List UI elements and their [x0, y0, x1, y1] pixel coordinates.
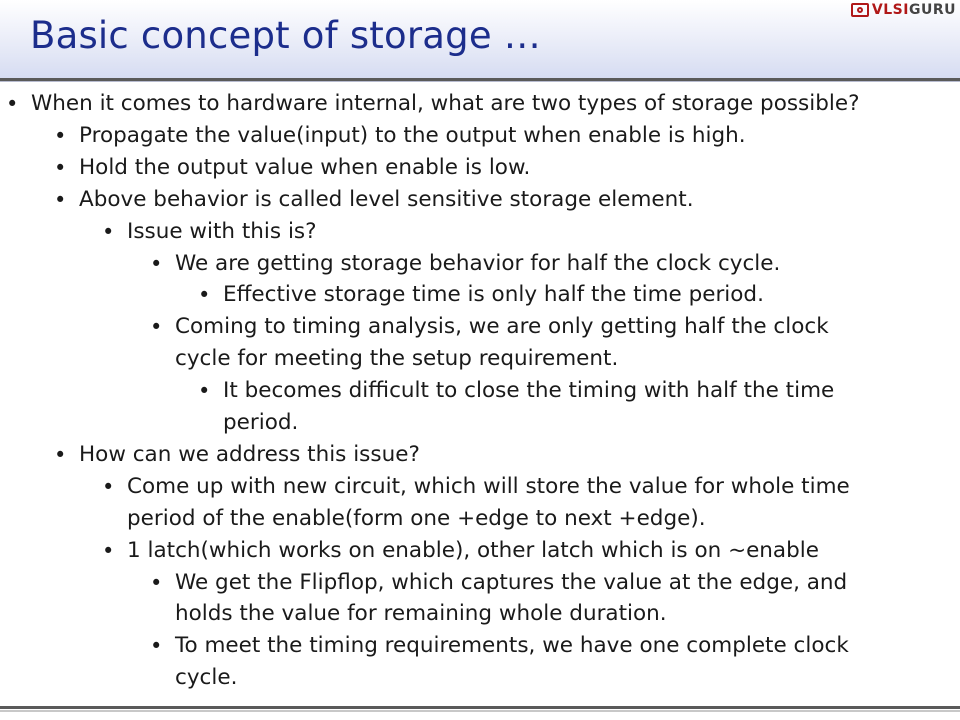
- footer-divider: [0, 706, 960, 709]
- bullet-text: We are getting storage behavior for half the clock cycle.: [175, 250, 781, 276]
- bullet-text: Coming to timing analysis, we are only getting half the clock: [175, 314, 829, 340]
- bullet-dot-icon: •: [198, 379, 211, 404]
- bullet-dot-icon: •: [54, 155, 67, 180]
- bullet-text: Propagate the value(input) to the output when enable is high.: [79, 122, 746, 148]
- bullet-text: Effective storage time is only half the time period.: [223, 282, 764, 308]
- bullet-dot-icon: •: [198, 283, 211, 308]
- vlsiguru-logo-icon: [851, 3, 869, 17]
- bullet-dot-icon: •: [150, 570, 163, 595]
- footer-divider-shadow: [0, 710, 960, 712]
- slide-header: [0, 0, 960, 78]
- bullet-text: It becomes difficult to close the timing with half the time: [223, 378, 835, 404]
- bullet-dot-icon: •: [102, 538, 115, 563]
- bullet-text: To meet the timing requirements, we have one complete clock: [175, 633, 849, 659]
- logo-text-guru: GURU: [908, 2, 956, 18]
- bullet-dot-icon: •: [102, 219, 115, 244]
- bullet-text: Above behavior is called level sensitive storage element.: [79, 186, 694, 212]
- logo-text-vlsi: VLSI: [871, 2, 909, 18]
- bullet-text: period.: [223, 410, 299, 435]
- bullet-dot-icon: •: [150, 251, 163, 276]
- bullet-text: cycle for meeting the setup requirement.: [175, 346, 619, 372]
- bullet-text: We get the Flipflop, which captures the value at the edge, and: [175, 569, 848, 595]
- bullet-text: Issue with this is?: [127, 218, 317, 244]
- bullet-dot-icon: •: [102, 474, 115, 499]
- bullet-dot-icon: •: [54, 123, 67, 148]
- bullet-dot-icon: •: [150, 634, 163, 659]
- bullet-dot-icon: •: [54, 442, 67, 467]
- bullet-dot-icon: •: [150, 315, 163, 340]
- bullet-text: Hold the output value when enable is low.: [79, 154, 531, 180]
- header-divider-shadow: [0, 81, 960, 82]
- bullet-text: period of the enable(form one +edge to next +edge).: [127, 505, 706, 531]
- slide-title: Basic concept of storage …: [30, 14, 541, 57]
- bullet-text: holds the value for remaining whole duration.: [175, 601, 667, 627]
- bullet-text: When it comes to hardware internal, what are two types of storage possible?: [31, 91, 860, 116]
- bullet-text: cycle.: [175, 665, 238, 691]
- vlsiguru-logo: [851, 1, 956, 19]
- bullet-text: 1 latch(which works on enable), other latch which is on ~enable: [127, 537, 819, 563]
- bullet-text: How can we address this issue?: [79, 441, 420, 467]
- bullet-dot-icon: •: [54, 187, 67, 212]
- bullet-text: Come up with new circuit, which will store the value for whole time: [127, 473, 850, 499]
- bullet-dot-icon: •: [6, 92, 19, 116]
